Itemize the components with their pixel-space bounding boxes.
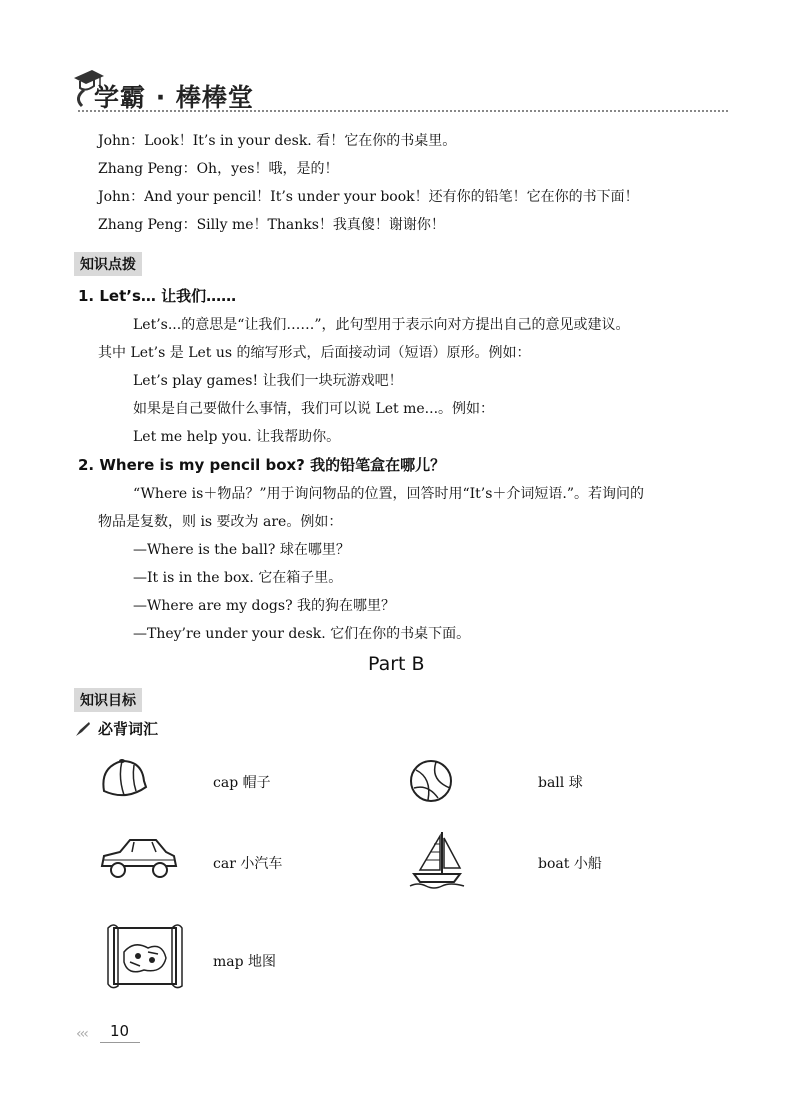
cap-icon bbox=[96, 753, 152, 807]
map-icon bbox=[104, 922, 184, 992]
section-tag-knowledge-goals: 知识目标 bbox=[74, 688, 142, 712]
vocab-car: car 小汽车 bbox=[213, 856, 283, 872]
pen-icon bbox=[74, 720, 92, 738]
point-title: 2. Where is my pencil box? 我的铅笔盒在哪儿？ bbox=[78, 456, 446, 474]
point-text: 其中 Let’s 是 Let us 的缩写形式，后面接动词（短语）原形。例如： bbox=[98, 345, 531, 361]
car-icon bbox=[98, 832, 178, 882]
example-text: —It is in the box. 它在箱子里。 bbox=[133, 570, 343, 586]
footer-rule bbox=[100, 1042, 140, 1043]
vocab-ball: ball 球 bbox=[538, 775, 583, 791]
boat-icon bbox=[408, 828, 466, 890]
dialogue-line: John：Look！It’s in your desk. 看！它在你的书桌里。 bbox=[98, 133, 457, 149]
point-text: “Where is＋物品？”用于询问物品的位置，回答时用“It’s＋介词短语.”。若询问的 bbox=[133, 486, 645, 502]
dialogue-line: Zhang Peng：Silly me！Thanks！我真傻！谢谢你！ bbox=[98, 217, 445, 233]
page-arrows-icon: ‹‹‹ bbox=[76, 1026, 87, 1042]
example-text: Let’s play games! 让我们一块玩游戏吧！ bbox=[133, 373, 403, 389]
example-text: —Where are my dogs? 我的狗在哪里？ bbox=[133, 598, 396, 614]
dialogue-line: John：And your pencil！It’s under your book！还有你的铅笔！它在你的书下面！ bbox=[98, 189, 639, 205]
example-text: —They’re under your desk. 它们在你的书桌下面。 bbox=[133, 626, 471, 642]
header-divider bbox=[78, 110, 728, 112]
point-title: 1. Let’s… 让我们…… bbox=[78, 287, 237, 305]
vocab-boat: boat 小船 bbox=[538, 856, 602, 872]
page-number: 10 bbox=[110, 1022, 130, 1040]
vocab-subtitle: 必背词汇 bbox=[98, 720, 159, 738]
example-text: Let me help you. 让我帮助你。 bbox=[133, 429, 341, 445]
part-title: Part B bbox=[368, 653, 425, 675]
point-text: 物品是复数，则 is 要改为 are。例如： bbox=[98, 514, 343, 530]
point-text: Let’s...的意思是“让我们……”，此句型用于表示向对方提出自己的意见或建议。 bbox=[133, 317, 630, 333]
ball-icon bbox=[408, 758, 454, 804]
section-tag-knowledge-tips: 知识点拨 bbox=[74, 252, 142, 276]
point-text: 如果是自己要做什么事情，我们可以说 Let me...。例如： bbox=[133, 401, 495, 417]
example-text: —Where is the ball? 球在哪里？ bbox=[133, 542, 350, 558]
vocab-map: map 地图 bbox=[213, 954, 277, 970]
dialogue-line: Zhang Peng：Oh，yes！哦，是的！ bbox=[98, 161, 339, 177]
header-title: 学霸 · 棒棒堂 bbox=[94, 83, 254, 112]
vocab-cap: cap 帽子 bbox=[213, 775, 271, 791]
